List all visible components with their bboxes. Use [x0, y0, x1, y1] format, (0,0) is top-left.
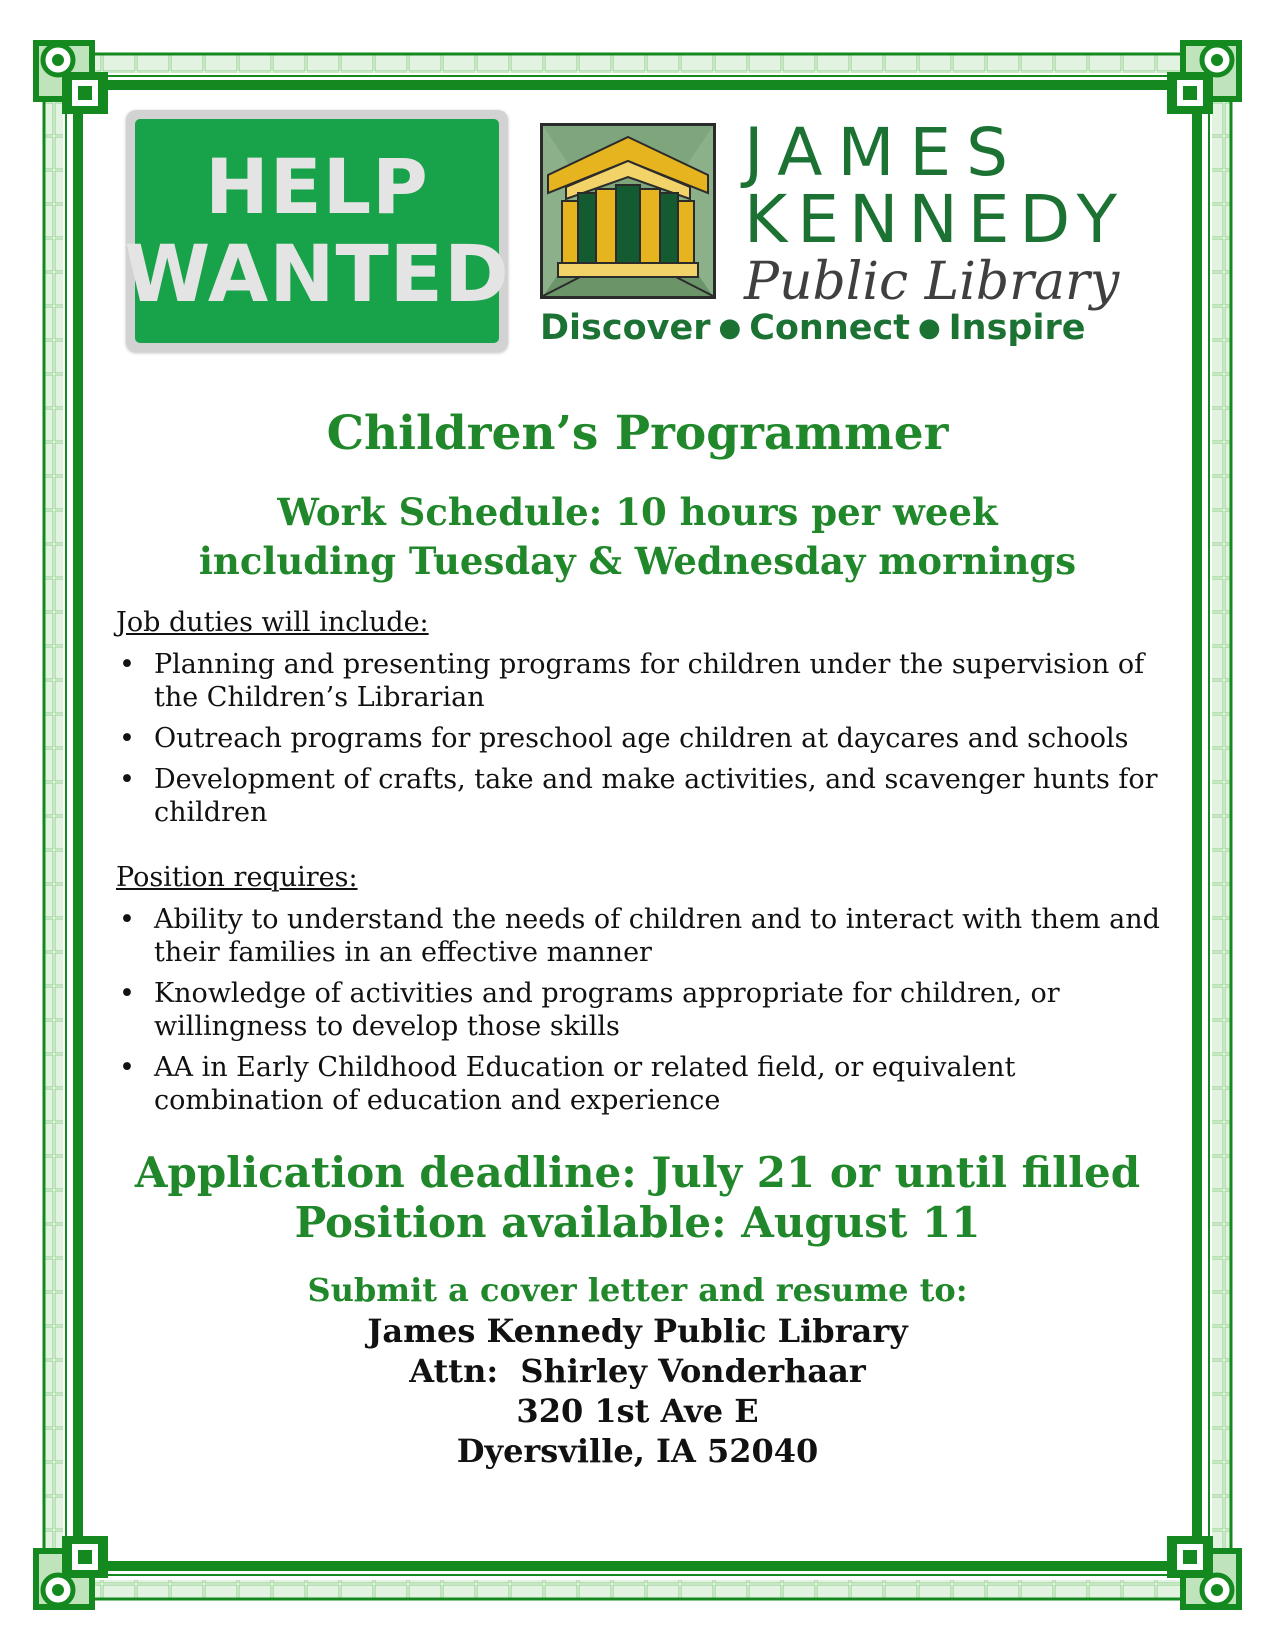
library-name-line-1: JAMES [744, 114, 1023, 191]
list-item: • AA in Early Childhood Education or related field, or equivalent combination of education and experience [116, 1051, 1166, 1117]
help-wanted-line-1: HELP [205, 142, 429, 231]
position-requirements-heading: Position requires: [116, 862, 358, 893]
library-building-icon [540, 123, 716, 299]
work-schedule-line-2: including Tuesday & Wednesday mornings [198, 539, 1077, 583]
bullet-dot-icon: ● [917, 313, 941, 343]
list-item: • Planning and presenting programs for children under the supervision of the Children’s Librarian [116, 648, 1166, 714]
address-line-city: Dyersville, IA 52040 [456, 1432, 819, 1470]
list-item: • Knowledge of activities and programs appropriate for children, or willingness to develop those skills [116, 977, 1166, 1043]
work-schedule-line-1: Work Schedule: 10 hours per week [277, 490, 998, 534]
tagline-word-discover: Discover [540, 308, 711, 348]
list-item: • Outreach programs for preschool age children at daycares and schools [116, 722, 1166, 755]
job-duties-heading: Job duties will include: [116, 607, 429, 638]
list-item: • Development of crafts, take and make activities, and scavenger hunts for children [116, 763, 1166, 829]
job-duties-list [116, 648, 1166, 829]
position-requirements-list [116, 903, 1166, 1117]
mailing-address [110, 1311, 1165, 1471]
library-name-line-2: KENNEDY [744, 181, 1127, 258]
list-item: • Ability to understand the needs of children and to interact with them and their families in an effective manner [116, 903, 1166, 969]
address-line-street: 320 1st Ave E [516, 1392, 759, 1430]
job-duties-section [116, 606, 1166, 837]
application-deadline: Application deadline: July 21 or until filled [134, 1148, 1141, 1197]
position-requirements-section [116, 861, 1166, 1125]
library-script-subtitle: Public Library [744, 252, 1120, 312]
tagline-word-connect: Connect [749, 308, 910, 348]
address-line-attention: Attn: Shirley Vonderhaar [409, 1352, 866, 1390]
library-tagline [540, 307, 1120, 352]
bullet-dot-icon: ● [718, 313, 742, 343]
job-title: Children’s Programmer [326, 406, 949, 461]
work-schedule [110, 488, 1165, 586]
help-wanted-sign [126, 110, 508, 352]
application-dates [110, 1148, 1165, 1248]
submit-heading: Submit a cover letter and resume to: [307, 1271, 968, 1309]
help-wanted-sign-face [124, 119, 510, 343]
position-available-date: Position available: August 11 [294, 1198, 981, 1247]
tagline-word-inspire: Inspire [948, 308, 1086, 348]
address-line-organization: James Kennedy Public Library [367, 1312, 908, 1350]
help-wanted-line-2: WANTED [124, 230, 510, 320]
